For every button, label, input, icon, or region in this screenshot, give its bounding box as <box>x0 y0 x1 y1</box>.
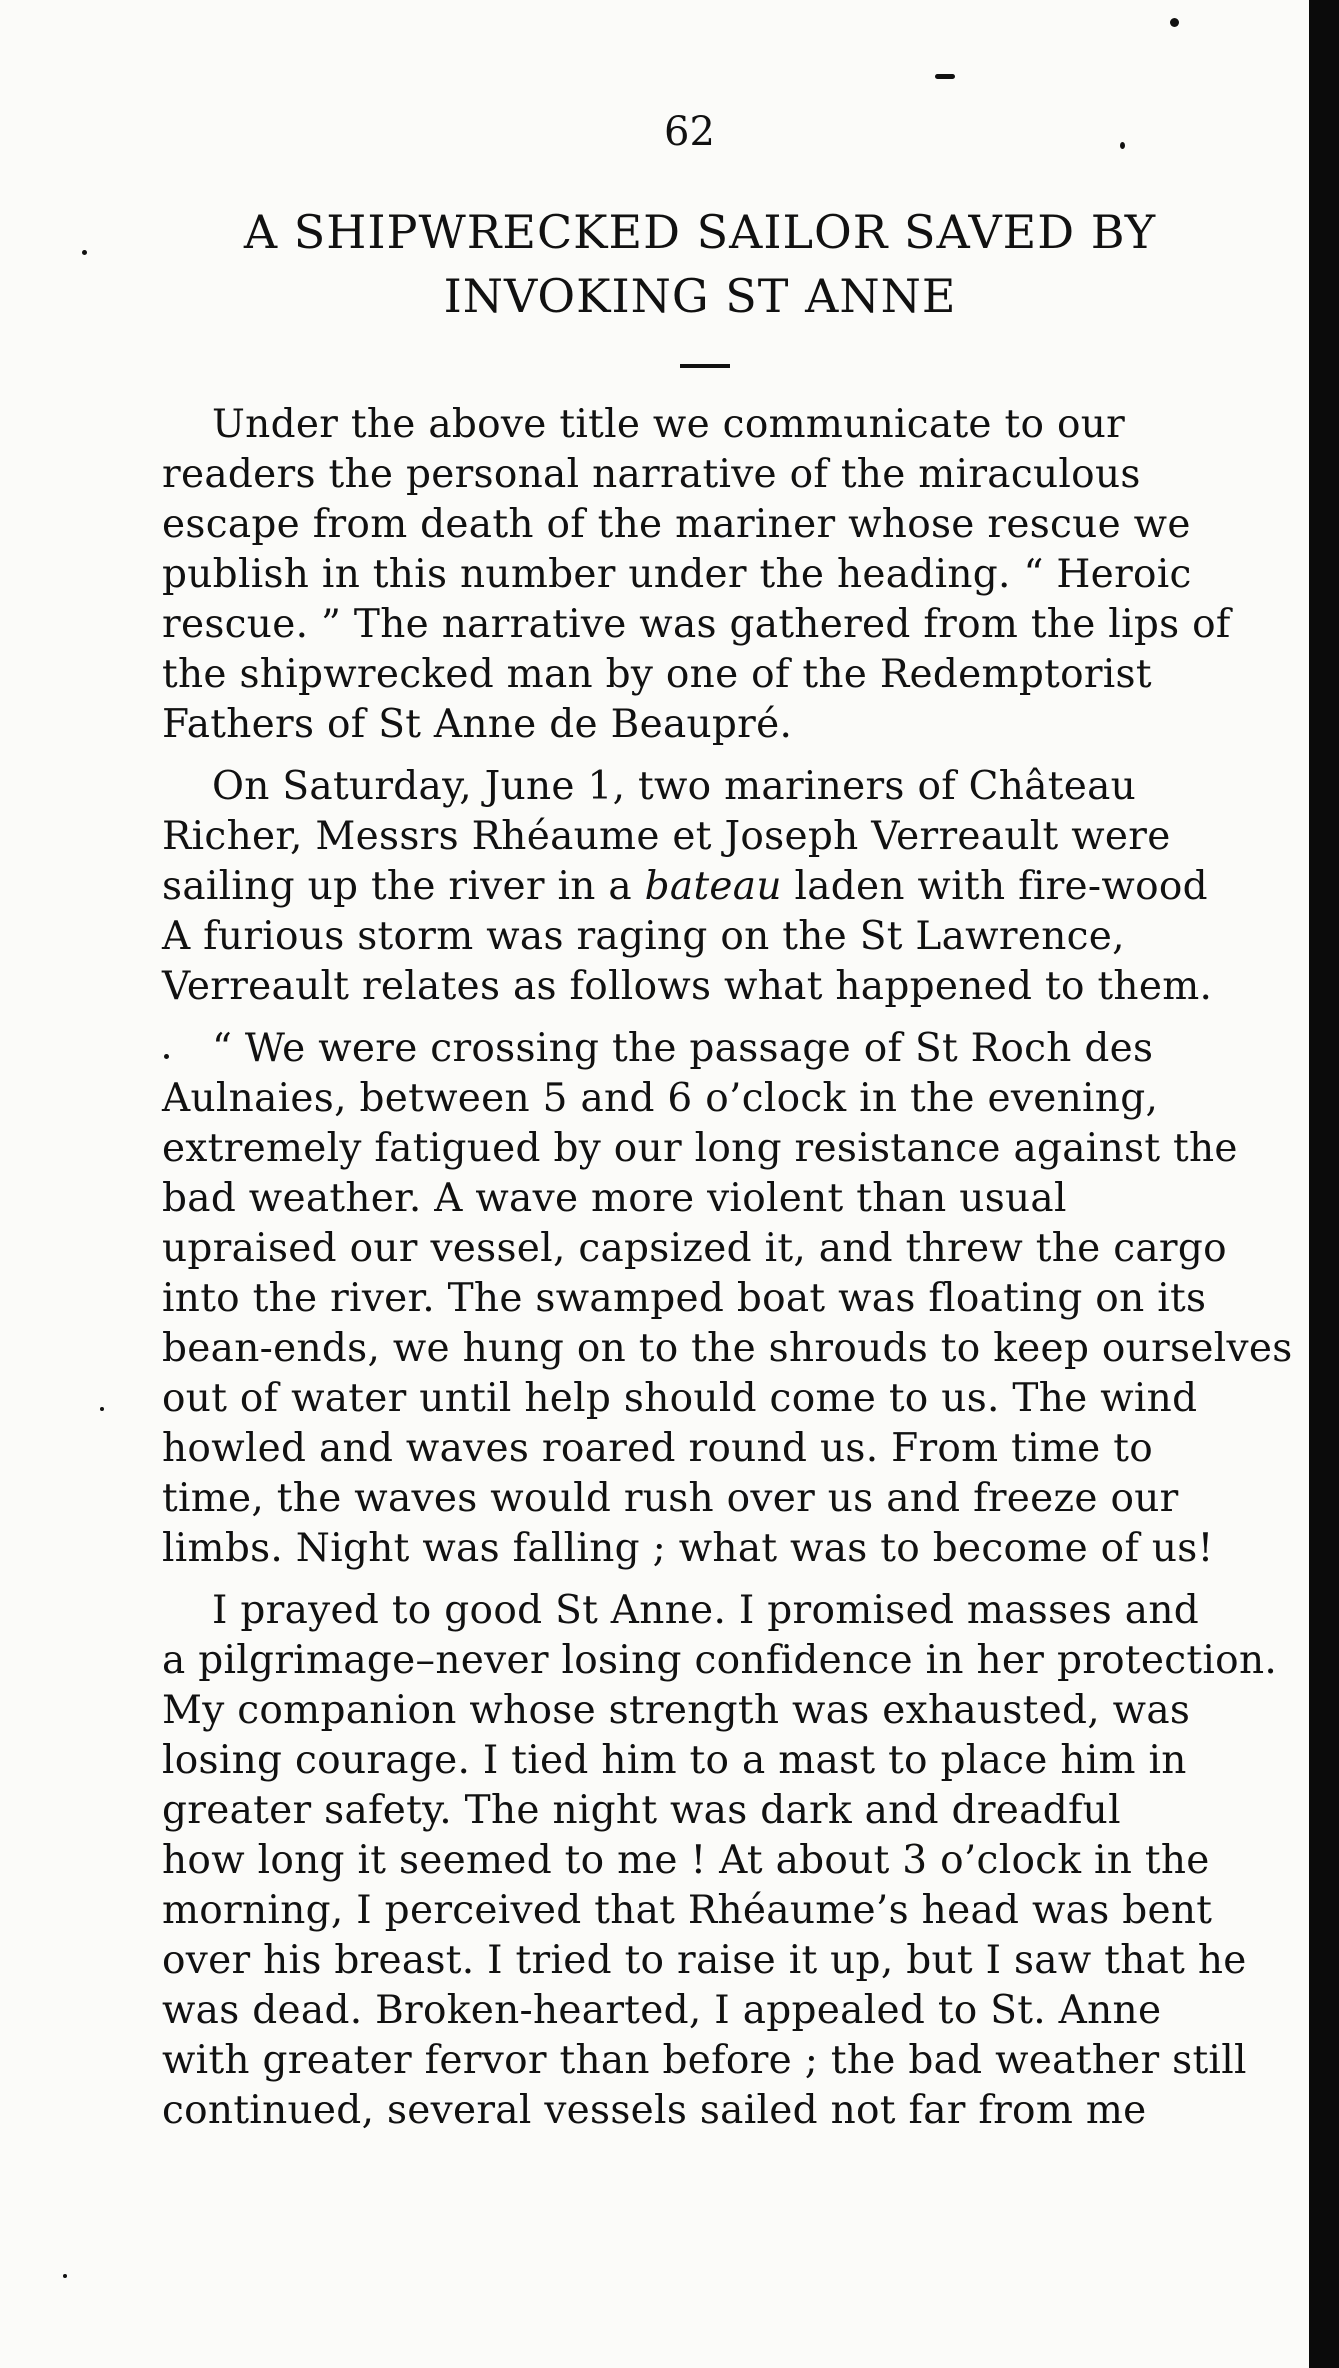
text-line: was dead. Broken-hearted, I appealed to St. Anne <box>162 1988 1162 2033</box>
text-line: On Saturday, June 1, two mariners of Château <box>212 764 1137 809</box>
text-line: the shipwrecked man by one of the Redemptorist <box>162 652 1152 697</box>
text-line: “ We were crossing the passage of St Roch des <box>212 1026 1154 1071</box>
text-line: My companion whose strength was exhausted, was <box>162 1688 1191 1733</box>
paragraph-crossing <box>112 1024 1300 1574</box>
italic-word: bateau <box>644 864 782 909</box>
text-line: how long it seemed to me ! At about 3 o’clock in the <box>162 1838 1210 1883</box>
text-line: bad weather. A wave more violent than usual <box>162 1176 1067 1221</box>
article-body <box>112 400 1300 2148</box>
text-line: publish in this number under the heading. “ Heroic <box>162 552 1192 597</box>
text-line: with greater fervor than before ; the bad weather still <box>162 2038 1247 2083</box>
text-line: into the river. The swamped boat was floating on its <box>162 1276 1207 1321</box>
text-line: rescue. ” The narrative was gathered from the lips of <box>162 602 1231 647</box>
text-line: out of water until help should come to us. The wind <box>162 1376 1198 1421</box>
text-line: a pilgrimage–never losing confidence in her protection. <box>162 1638 1278 1683</box>
text-line: limbs. Night was falling ; what was to become of us! <box>162 1526 1214 1571</box>
text-line: bean-ends, we hung on to the shrouds to keep ourselves <box>162 1326 1293 1371</box>
page-number: 62 <box>664 109 715 155</box>
text-line: continued, several vessels sailed not far from me <box>162 2088 1147 2133</box>
article-title <box>150 200 1250 328</box>
ink-speck <box>82 250 87 255</box>
text-line: howled and waves roared round us. From time to <box>162 1426 1154 1471</box>
text-line: readers the personal narrative of the miraculous <box>162 452 1141 497</box>
paragraph-intro <box>112 400 1300 750</box>
title-divider <box>680 364 730 368</box>
text-line: Verreault relates as follows what happened to them. <box>162 964 1213 1009</box>
text-line: escape from death of the mariner whose rescue we <box>162 502 1191 547</box>
text-line: morning, I perceived that Rhéaume’s head was bent <box>162 1888 1213 1933</box>
ink-speck <box>63 2274 67 2278</box>
article-title-line-1: A SHIPWRECKED SAILOR SAVED BY <box>243 205 1157 259</box>
text-line: sailing up the river in a bateau laden with fire-wood <box>162 864 1208 909</box>
paragraph-saturday <box>112 762 1300 1012</box>
text-line: losing courage. I tied him to a mast to place him in <box>162 1738 1187 1783</box>
article-title-line-2: INVOKING ST ANNE <box>443 269 957 323</box>
page-edge-shadow <box>1309 0 1339 2368</box>
text-line: time, the waves would rush over us and freeze our <box>162 1476 1179 1521</box>
text-line: I prayed to good St Anne. I promised masses and <box>212 1588 1200 1633</box>
ink-speck <box>100 1407 104 1411</box>
paragraph-prayer <box>112 1586 1300 2136</box>
text-line: upraised our vessel, capsized it, and threw the cargo <box>162 1226 1227 1271</box>
text-line: Under the above title we communicate to our <box>212 402 1126 447</box>
text-line: Richer, Messrs Rhéaume et Joseph Verreault were <box>162 814 1171 859</box>
text-line: A furious storm was raging on the St Lawrence, <box>162 914 1125 959</box>
ink-speck <box>1170 18 1179 27</box>
text-line: greater safety. The night was dark and dreadful <box>162 1788 1121 1833</box>
text-line: Aulnaies, between 5 and 6 o’clock in the evening, <box>162 1076 1159 1121</box>
text-line: Fathers of St Anne de Beaupré. <box>162 702 793 747</box>
text-line: extremely fatigued by our long resistance against the <box>162 1126 1238 1171</box>
text-line: over his breast. I tried to raise it up, but I saw that he <box>162 1938 1247 1983</box>
ink-speck <box>935 74 955 79</box>
